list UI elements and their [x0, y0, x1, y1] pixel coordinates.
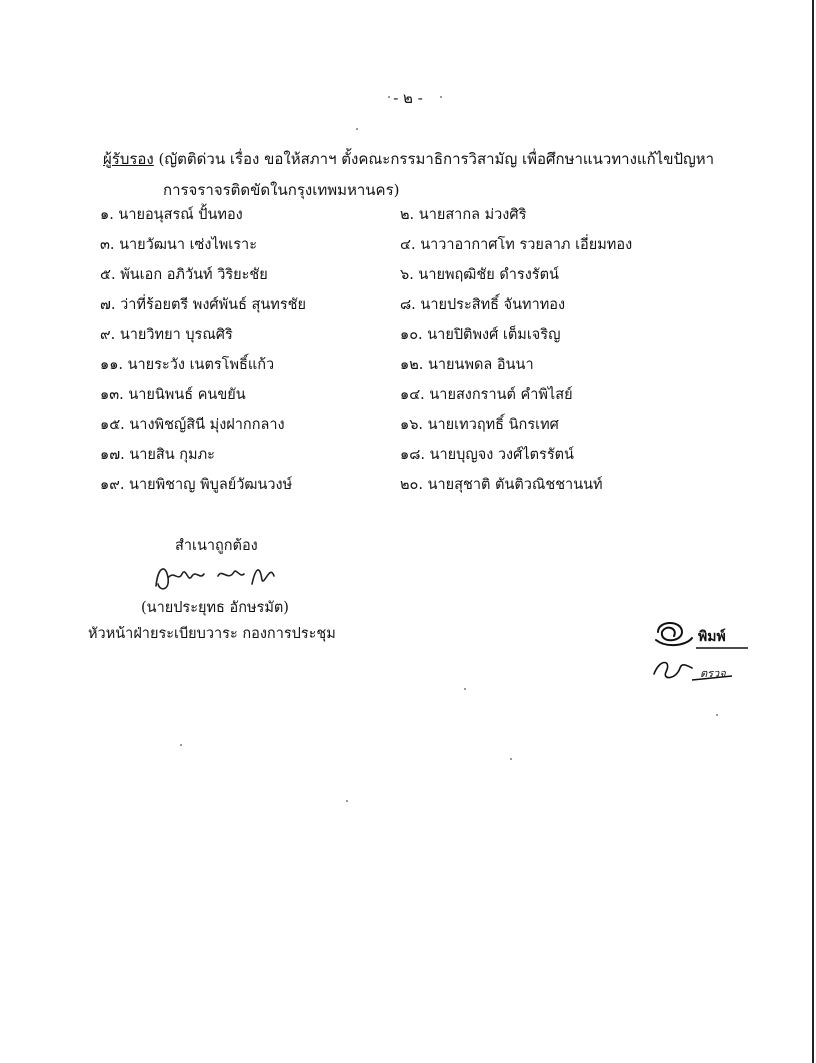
sponsor-row — [100, 410, 760, 440]
scan-speck — [346, 800, 348, 802]
sponsor-name: ๑๗. นายสิน กุมภะ — [100, 447, 215, 463]
sponsor-row — [100, 260, 760, 290]
sponsor-row — [100, 380, 760, 410]
sponsor-row — [100, 290, 760, 320]
sponsor-row — [100, 350, 760, 380]
sponsor-name: ๗. ว่าที่ร้อยตรี พงศ์พันธ์ สุนทรชัย — [100, 297, 306, 313]
page-number: - ๒ - — [393, 89, 423, 107]
scan-speck — [716, 714, 718, 716]
scan-speck — [356, 128, 358, 130]
sponsor-name: ๑๓. นายนิพนธ์ คนขยัน — [100, 387, 246, 403]
sponsor-name: ๑๑. นายระวัง เนตรโพธิ์แก้ว — [100, 357, 275, 373]
sponsor-name: ๑๔. นายสงกรานต์ คำพิไสย์ — [400, 387, 573, 403]
stamp-print-label: พิมพ์ — [698, 629, 726, 645]
sponsor-row — [100, 470, 760, 500]
sponsor-row — [100, 230, 760, 260]
sponsor-row — [100, 320, 760, 350]
sponsor-name: ๑๙. นายพิชาญ พิบูลย์วัฒนวงษ์ — [100, 477, 293, 493]
sponsor-name: ๑๐. นายปิติพงศ์ เต็มเจริญ — [400, 327, 561, 343]
sponsor-name: ๔. นาวาอากาศโท รวยลาภ เอี่ยมทอง — [400, 237, 633, 253]
sponsor-name: ๑๖. นายเทวฤทธิ์ นิกรเทศ — [400, 417, 559, 433]
sponsor-name: ๒๐. นายสุชาติ ตันติวณิชชานนท์ — [400, 477, 603, 493]
sponsor-name: ๕. พันเอก อภิวันท์ วิริยะชัย — [100, 267, 268, 283]
sponsor-name: ๒. นายสากล ม่วงศิริ — [400, 207, 527, 223]
scan-speck — [388, 96, 390, 98]
scan-speck — [510, 758, 512, 760]
scan-speck — [180, 744, 182, 746]
sponsor-name: ๘. นายประสิทธิ์ จันทาทอง — [400, 297, 566, 313]
sponsor-row — [100, 440, 760, 470]
handwritten-signature — [148, 556, 288, 596]
sponsor-name: ๑๒. นายนพดล อินนา — [400, 357, 534, 373]
sponsor-name: ๙. นายวิทยา บุรณศิริ — [100, 327, 233, 343]
heading-line-1: (ญัตติด่วน เรื่อง ขอให้สภาฯ ตั้งคณะกรรมาธิการวิสามัญ เพื่อศึกษาแนวทางแก้ไขปัญหา — [158, 150, 715, 168]
sponsor-name: ๖. นายพฤฒิชัย ดำรงรัตน์ — [400, 267, 559, 283]
sponsor-heading — [103, 144, 743, 206]
sponsor-row — [100, 200, 760, 230]
sponsor-name: ๑. นายอนุสรณ์ ปั้นทอง — [100, 207, 243, 223]
sponsor-list — [100, 200, 760, 500]
heading-line-2: การจราจรติดขัดในกรุงเทพมหานคร) — [163, 181, 400, 199]
sponsor-name: ๓. นายวัฒนา เซ่งไพเราะ — [100, 237, 257, 253]
certified-copy-label: สำเนาถูกต้อง — [175, 538, 258, 554]
signer-position: หัวหน้าฝ่ายระเบียบวาระ กองการประชุม — [88, 626, 336, 642]
stamp-check-label: ตรวจ — [700, 667, 726, 680]
scan-speck — [440, 96, 442, 98]
scan-speck — [464, 688, 466, 690]
signer-name: (นายประยุทธ อักษรมัต) — [141, 600, 289, 616]
heading-label: ผู้รับรอง — [103, 150, 154, 168]
page-edge-border — [812, 0, 814, 1063]
sponsor-name: ๑๕. นางพิชญ์สินี มุ่งฝากกลาง — [100, 417, 285, 433]
sponsor-name: ๑๘. นายบุญจง วงศ์ไตรรัตน์ — [400, 447, 574, 463]
